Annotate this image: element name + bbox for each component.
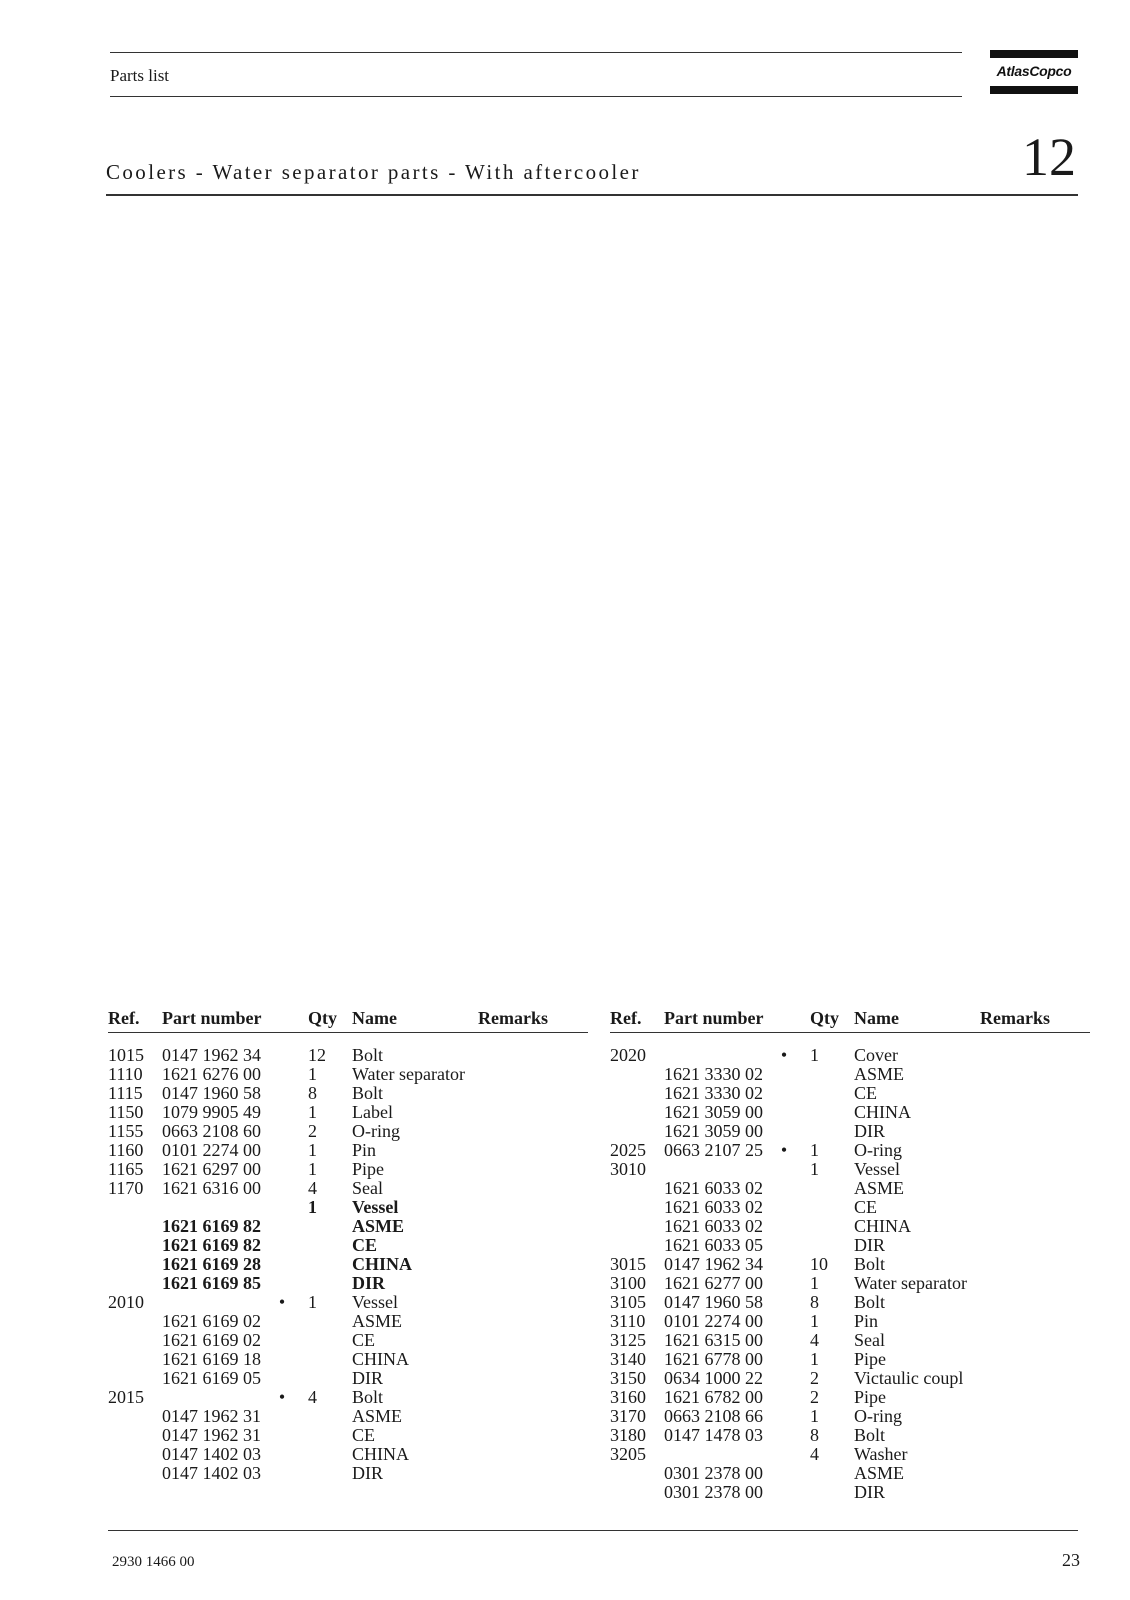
row-name: Label xyxy=(352,1102,393,1122)
table-row xyxy=(610,1198,1090,1217)
row-part-number: 1621 6033 02 xyxy=(664,1178,763,1198)
table-row xyxy=(108,1236,588,1255)
row-name: ASME xyxy=(352,1216,405,1236)
table-row xyxy=(610,1483,1090,1502)
table-row xyxy=(610,1141,1090,1160)
table-row xyxy=(108,1312,588,1331)
parts-table-left xyxy=(108,1008,588,1483)
row-part-number: 0147 1960 58 xyxy=(162,1083,261,1103)
row-ref: 3170 xyxy=(610,1406,646,1426)
row-name: Bolt xyxy=(352,1083,384,1103)
table-row xyxy=(108,1103,588,1122)
row-part-number: 1621 6277 00 xyxy=(664,1273,763,1293)
row-name: Bolt xyxy=(854,1425,886,1445)
row-part-number: 1621 3330 02 xyxy=(664,1083,763,1103)
row-ref: 3125 xyxy=(610,1330,646,1350)
table-header xyxy=(610,1008,1090,1033)
row-name: Water separator xyxy=(352,1064,465,1084)
table-row xyxy=(108,1122,588,1141)
parts-table-right xyxy=(610,1008,1090,1502)
row-name: CHINA xyxy=(854,1216,911,1236)
document-number: 2930 1466 00 xyxy=(112,1554,195,1570)
row-part-number: 0147 1962 34 xyxy=(162,1045,261,1065)
row-name: CHINA xyxy=(854,1102,911,1122)
header-name: Name xyxy=(352,1008,397,1028)
table-row xyxy=(108,1350,588,1369)
row-ref: 1015 xyxy=(108,1045,144,1065)
table-row xyxy=(108,1407,588,1426)
table-row xyxy=(610,1065,1090,1084)
row-name: Pipe xyxy=(854,1349,887,1369)
table-row xyxy=(610,1236,1090,1255)
row-part-number: 0663 2107 25 xyxy=(664,1140,763,1160)
row-qty: 2 xyxy=(810,1387,819,1407)
row-name: CE xyxy=(854,1083,878,1103)
row-qty: 1 xyxy=(810,1311,819,1331)
row-ref: 3105 xyxy=(610,1292,646,1312)
row-name: DIR xyxy=(854,1235,885,1255)
table-row xyxy=(108,1388,588,1407)
table-row xyxy=(610,1312,1090,1331)
row-part-number: 0101 2274 00 xyxy=(162,1140,261,1160)
row-part-number: 1621 6778 00 xyxy=(664,1349,763,1369)
row-part-number: 1621 6276 00 xyxy=(162,1064,261,1084)
row-qty: 1 xyxy=(308,1159,317,1179)
row-ref: 2010 xyxy=(108,1292,144,1312)
header-qty: Qty xyxy=(308,1008,337,1028)
row-part-number: 0301 2378 00 xyxy=(664,1463,763,1483)
row-ref: 3110 xyxy=(610,1311,646,1331)
row-name: Vessel xyxy=(352,1197,399,1217)
table-row xyxy=(108,1046,588,1065)
row-name: ASME xyxy=(352,1406,403,1426)
table-header xyxy=(108,1008,588,1033)
row-name: DIR xyxy=(352,1368,383,1388)
table-row xyxy=(610,1217,1090,1236)
row-name: Pipe xyxy=(854,1387,887,1407)
row-ref: 1170 xyxy=(108,1178,144,1198)
table-row xyxy=(610,1293,1090,1312)
section-number: 12 xyxy=(1022,127,1076,187)
row-part-number: 1621 3059 00 xyxy=(664,1121,763,1141)
row-qty: 1 xyxy=(308,1064,317,1084)
header-part-number: Part number xyxy=(162,1008,262,1028)
row-part-number: 1621 6169 02 xyxy=(162,1330,261,1350)
row-qty: 1 xyxy=(810,1159,819,1179)
header-name: Name xyxy=(854,1008,899,1028)
row-ref: 1150 xyxy=(108,1102,144,1122)
table-row xyxy=(610,1464,1090,1483)
row-name: DIR xyxy=(854,1121,885,1141)
row-part-number: 0634 1000 22 xyxy=(664,1368,763,1388)
row-name: O-ring xyxy=(854,1406,902,1426)
row-qty: 4 xyxy=(308,1178,317,1198)
row-name: CE xyxy=(352,1330,376,1350)
row-name: Pipe xyxy=(352,1159,385,1179)
row-part-number: 1621 6169 05 xyxy=(162,1368,261,1388)
row-name: CHINA xyxy=(352,1254,413,1274)
row-ref: 3015 xyxy=(610,1254,646,1274)
header-qty: Qty xyxy=(810,1008,839,1028)
row-part-number: 1621 6169 28 xyxy=(162,1254,261,1274)
row-part-number: 1621 6297 00 xyxy=(162,1159,261,1179)
row-name: Vessel xyxy=(352,1292,398,1312)
table-row xyxy=(610,1407,1090,1426)
row-name: Bolt xyxy=(854,1292,886,1312)
table-row xyxy=(610,1369,1090,1388)
bullet-marker: • xyxy=(278,1292,286,1312)
table-body xyxy=(108,1046,588,1483)
table-row xyxy=(108,1445,588,1464)
row-part-number: 0147 1478 03 xyxy=(664,1425,763,1445)
table-row xyxy=(610,1103,1090,1122)
row-name: CHINA xyxy=(352,1444,409,1464)
table-row xyxy=(610,1179,1090,1198)
row-qty: 4 xyxy=(810,1444,819,1464)
row-part-number: 0663 2108 66 xyxy=(664,1406,763,1426)
row-part-number: 0147 1962 31 xyxy=(162,1425,261,1445)
row-part-number: 1621 6169 18 xyxy=(162,1349,261,1369)
row-name: ASME xyxy=(854,1178,905,1198)
table-row xyxy=(108,1464,588,1483)
row-name: Bolt xyxy=(352,1387,384,1407)
row-name: ASME xyxy=(854,1463,905,1483)
row-name: Pin xyxy=(854,1311,879,1331)
row-part-number: 1621 3330 02 xyxy=(664,1064,763,1084)
row-qty: 2 xyxy=(308,1121,317,1141)
row-qty: 10 xyxy=(810,1254,828,1274)
row-qty: 8 xyxy=(810,1292,819,1312)
table-row xyxy=(108,1179,588,1198)
row-name: Victaulic coupl xyxy=(854,1368,964,1388)
row-qty: 1 xyxy=(308,1197,317,1217)
table-row xyxy=(108,1065,588,1084)
row-ref: 2025 xyxy=(610,1140,646,1160)
row-name: Water separator xyxy=(854,1273,967,1293)
row-part-number: 1621 6033 02 xyxy=(664,1197,763,1217)
row-qty: 1 xyxy=(308,1140,317,1160)
header-remarks: Remarks xyxy=(478,1008,548,1028)
row-qty: 1 xyxy=(308,1102,317,1122)
row-name: Pin xyxy=(352,1140,377,1160)
row-part-number: 0147 1962 34 xyxy=(664,1254,763,1274)
bullet-marker: • xyxy=(780,1140,788,1160)
table-row xyxy=(610,1084,1090,1103)
table-row xyxy=(108,1369,588,1388)
row-part-number: 0147 1960 58 xyxy=(664,1292,763,1312)
logo-bar-bottom xyxy=(990,86,1078,94)
row-qty: 1 xyxy=(810,1273,819,1293)
table-row xyxy=(108,1274,588,1293)
table-row xyxy=(108,1331,588,1350)
table-row xyxy=(610,1350,1090,1369)
table-row xyxy=(108,1293,588,1312)
footer-rule xyxy=(108,1530,1078,1531)
table-row xyxy=(610,1331,1090,1350)
row-name: CHINA xyxy=(352,1349,409,1369)
table-row xyxy=(610,1255,1090,1274)
bullet-marker: • xyxy=(278,1387,286,1407)
header-part-number: Part number xyxy=(664,1008,764,1028)
row-part-number: 1621 6033 05 xyxy=(664,1235,763,1255)
row-part-number: 1621 6169 85 xyxy=(162,1273,261,1293)
row-qty: 8 xyxy=(308,1083,317,1103)
row-name: Seal xyxy=(352,1178,383,1198)
row-qty: 8 xyxy=(810,1425,819,1445)
row-name: DIR xyxy=(352,1273,386,1293)
row-part-number: 1079 9905 49 xyxy=(162,1102,261,1122)
row-part-number: 1621 6315 00 xyxy=(664,1330,763,1350)
page-number: 23 xyxy=(1062,1550,1080,1570)
row-qty: 1 xyxy=(810,1045,819,1065)
row-qty: 1 xyxy=(308,1292,317,1312)
row-ref: 3140 xyxy=(610,1349,646,1369)
row-name: Washer xyxy=(854,1444,908,1464)
row-part-number: 1621 6782 00 xyxy=(664,1387,763,1407)
row-qty: 2 xyxy=(810,1368,819,1388)
header-remarks: Remarks xyxy=(980,1008,1050,1028)
row-ref: 1110 xyxy=(108,1064,143,1084)
table-row xyxy=(108,1160,588,1179)
row-name: ASME xyxy=(352,1311,403,1331)
table-row xyxy=(610,1122,1090,1141)
row-name: O-ring xyxy=(352,1121,400,1141)
logo-bar-top xyxy=(990,50,1078,58)
row-ref: 1160 xyxy=(108,1140,144,1160)
table-row xyxy=(108,1426,588,1445)
row-ref: 2015 xyxy=(108,1387,144,1407)
table-row xyxy=(108,1141,588,1160)
row-name: CE xyxy=(352,1235,378,1255)
row-ref: 2020 xyxy=(610,1045,646,1065)
row-ref: 1165 xyxy=(108,1159,144,1179)
table-row xyxy=(610,1426,1090,1445)
row-name: DIR xyxy=(854,1482,885,1502)
header-rule-bottom xyxy=(110,96,962,97)
table-row xyxy=(108,1255,588,1274)
row-name: CE xyxy=(854,1197,878,1217)
row-ref: 3205 xyxy=(610,1444,646,1464)
row-name: Bolt xyxy=(854,1254,886,1274)
row-name: Vessel xyxy=(854,1159,900,1179)
row-qty: 4 xyxy=(308,1387,317,1407)
row-name: O-ring xyxy=(854,1140,902,1160)
row-part-number: 1621 6169 02 xyxy=(162,1311,261,1331)
table-row xyxy=(610,1388,1090,1407)
row-name: DIR xyxy=(352,1463,383,1483)
row-part-number: 0101 2274 00 xyxy=(664,1311,763,1331)
row-part-number: 1621 3059 00 xyxy=(664,1102,763,1122)
table-row xyxy=(610,1445,1090,1464)
row-ref: 3100 xyxy=(610,1273,646,1293)
row-part-number: 1621 6033 02 xyxy=(664,1216,763,1236)
table-row xyxy=(108,1198,588,1217)
row-qty: 4 xyxy=(810,1330,819,1350)
table-row xyxy=(610,1046,1090,1065)
page-title: Coolers - Water separator parts - With aftercooler xyxy=(106,160,641,184)
row-name: Cover xyxy=(854,1045,898,1065)
header-ref: Ref. xyxy=(108,1008,140,1028)
header-ref: Ref. xyxy=(610,1008,642,1028)
row-part-number: 0663 2108 60 xyxy=(162,1121,261,1141)
row-ref: 3180 xyxy=(610,1425,646,1445)
row-ref: 1115 xyxy=(108,1083,143,1103)
row-part-number: 1621 6169 82 xyxy=(162,1216,261,1236)
row-qty: 1 xyxy=(810,1406,819,1426)
row-part-number: 0301 2378 00 xyxy=(664,1482,763,1502)
row-ref: 1155 xyxy=(108,1121,144,1141)
table-body xyxy=(610,1046,1090,1502)
atlas-copco-logo xyxy=(990,50,1078,94)
row-name: CE xyxy=(352,1425,376,1445)
row-ref: 3150 xyxy=(610,1368,646,1388)
bullet-marker: • xyxy=(780,1045,788,1065)
table-row xyxy=(108,1217,588,1236)
row-part-number: 0147 1402 03 xyxy=(162,1444,261,1464)
table-row xyxy=(610,1160,1090,1179)
header-rule-top xyxy=(110,52,962,53)
logo-wordmark: AtlasCopco xyxy=(996,63,1072,79)
row-part-number: 1621 6169 82 xyxy=(162,1235,261,1255)
table-row xyxy=(610,1274,1090,1293)
row-part-number: 1621 6316 00 xyxy=(162,1178,261,1198)
table-row xyxy=(108,1084,588,1103)
row-qty: 1 xyxy=(810,1349,819,1369)
title-rule xyxy=(106,194,1078,196)
row-name: Seal xyxy=(854,1330,885,1350)
row-qty: 12 xyxy=(308,1045,326,1065)
row-part-number: 0147 1962 31 xyxy=(162,1406,261,1426)
row-name: Bolt xyxy=(352,1045,384,1065)
row-ref: 3010 xyxy=(610,1159,646,1179)
row-qty: 1 xyxy=(810,1140,819,1160)
row-name: ASME xyxy=(854,1064,905,1084)
row-part-number: 0147 1402 03 xyxy=(162,1463,261,1483)
header-label: Parts list xyxy=(110,66,170,85)
row-ref: 3160 xyxy=(610,1387,646,1407)
